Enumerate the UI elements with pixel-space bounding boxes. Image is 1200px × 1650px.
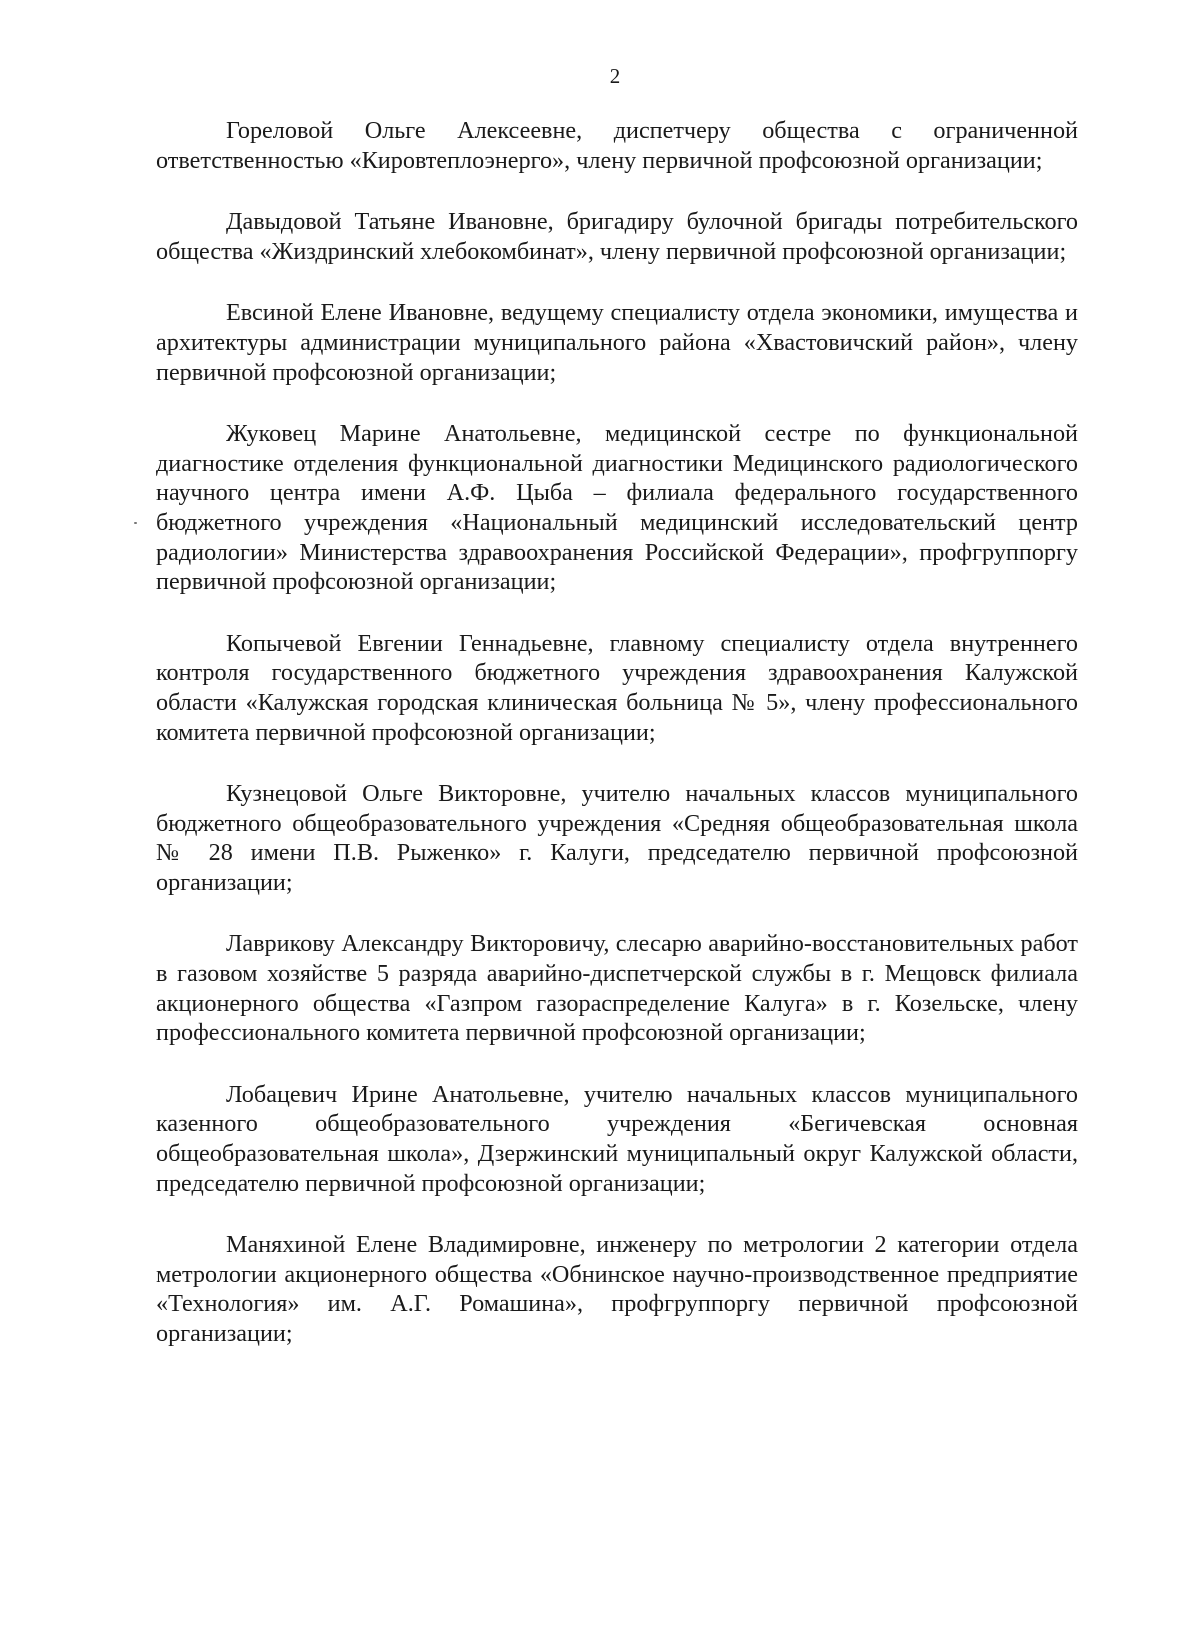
- award-paragraph-manyakhina: Маняхиной Елене Владимировне, инженеру по метрологии 2 категории отдела метрологии акционерного общества «Обнинское научно-производственное предприятие «Технология» им. А.Г. Ромашина», профгруппоргу первичной профсоюзной организации;: [156, 1231, 1078, 1347]
- award-paragraph-evsina: Евсиной Елене Ивановне, ведущему специалисту отдела экономики, имущества и архитектуры администрации муниципального района «Хвастовичский район», члену первичной профсоюзной организации;: [156, 299, 1078, 386]
- award-paragraph-gorelova: Гореловой Ольге Алексеевне, диспетчеру общества с ограниченной ответственностью «Кировтеплоэнерго», члену первичной профсоюзной организации;: [156, 117, 1078, 174]
- award-paragraph-lavrikov: Лаврикову Александру Викторовичу, слесарю аварийно-восстановительных работ в газовом хозяйстве 5 разряда аварийно-диспетчерской службы в г. Мещовск филиала акционерного общества «Газпром газораспределение Калуга» в г. Козельске, члену профессионального комитета первичной профсоюзной организации;: [156, 930, 1078, 1047]
- award-paragraph-lobatsevich: Лобацевич Ирине Анатольевне, учителю начальных классов муниципального казенного общеобразовательного учреждения «Бегичевская основная общеобразовательная школа», Дзержинский муниципальный округ Калужской области, председателю первичной профсоюзной организации;: [156, 1080, 1078, 1197]
- scan-speck: [134, 522, 137, 524]
- award-paragraph-zhukovets: Жуковец Марине Анатольевне, медицинской сестре по функциональной диагностике отделения функциональной диагностики Медицинского радиологического научного центра имени А.Ф. Цыба – филиала федерального государственного бюджетного учреждения «Национальный медицинский исследовательский центр радиологии» Министерства здравоохранения Российской Федерации», профгруппоргу первичной профсоюзной организации;: [156, 420, 1078, 596]
- award-paragraph-davydova: Давыдовой Татьяне Ивановне, бригадиру булочной бригады потребительского общества «Жиздринский хлебокомбинат», члену первичной профсоюзной организации;: [156, 208, 1078, 265]
- award-paragraph-kuznetsova: Кузнецовой Ольге Викторовне, учителю начальных классов муниципального бюджетного общеобразовательного учреждения «Средняя общеобразовательная школа № 28 имени П.В. Рыженко» г. Калуги, председателю первичной профсоюзной организации;: [156, 780, 1078, 896]
- page-number: 2: [609, 64, 621, 88]
- award-paragraph-kopycheva: Копычевой Евгении Геннадьевне, главному специалисту отдела внутреннего контроля государственного бюджетного учреждения здравоохранения Калужской области «Калужская городская клиническая больница № 5», члену профессионального комитета первичной профсоюзной организации;: [156, 629, 1078, 746]
- document-body: [156, 116, 1078, 1381]
